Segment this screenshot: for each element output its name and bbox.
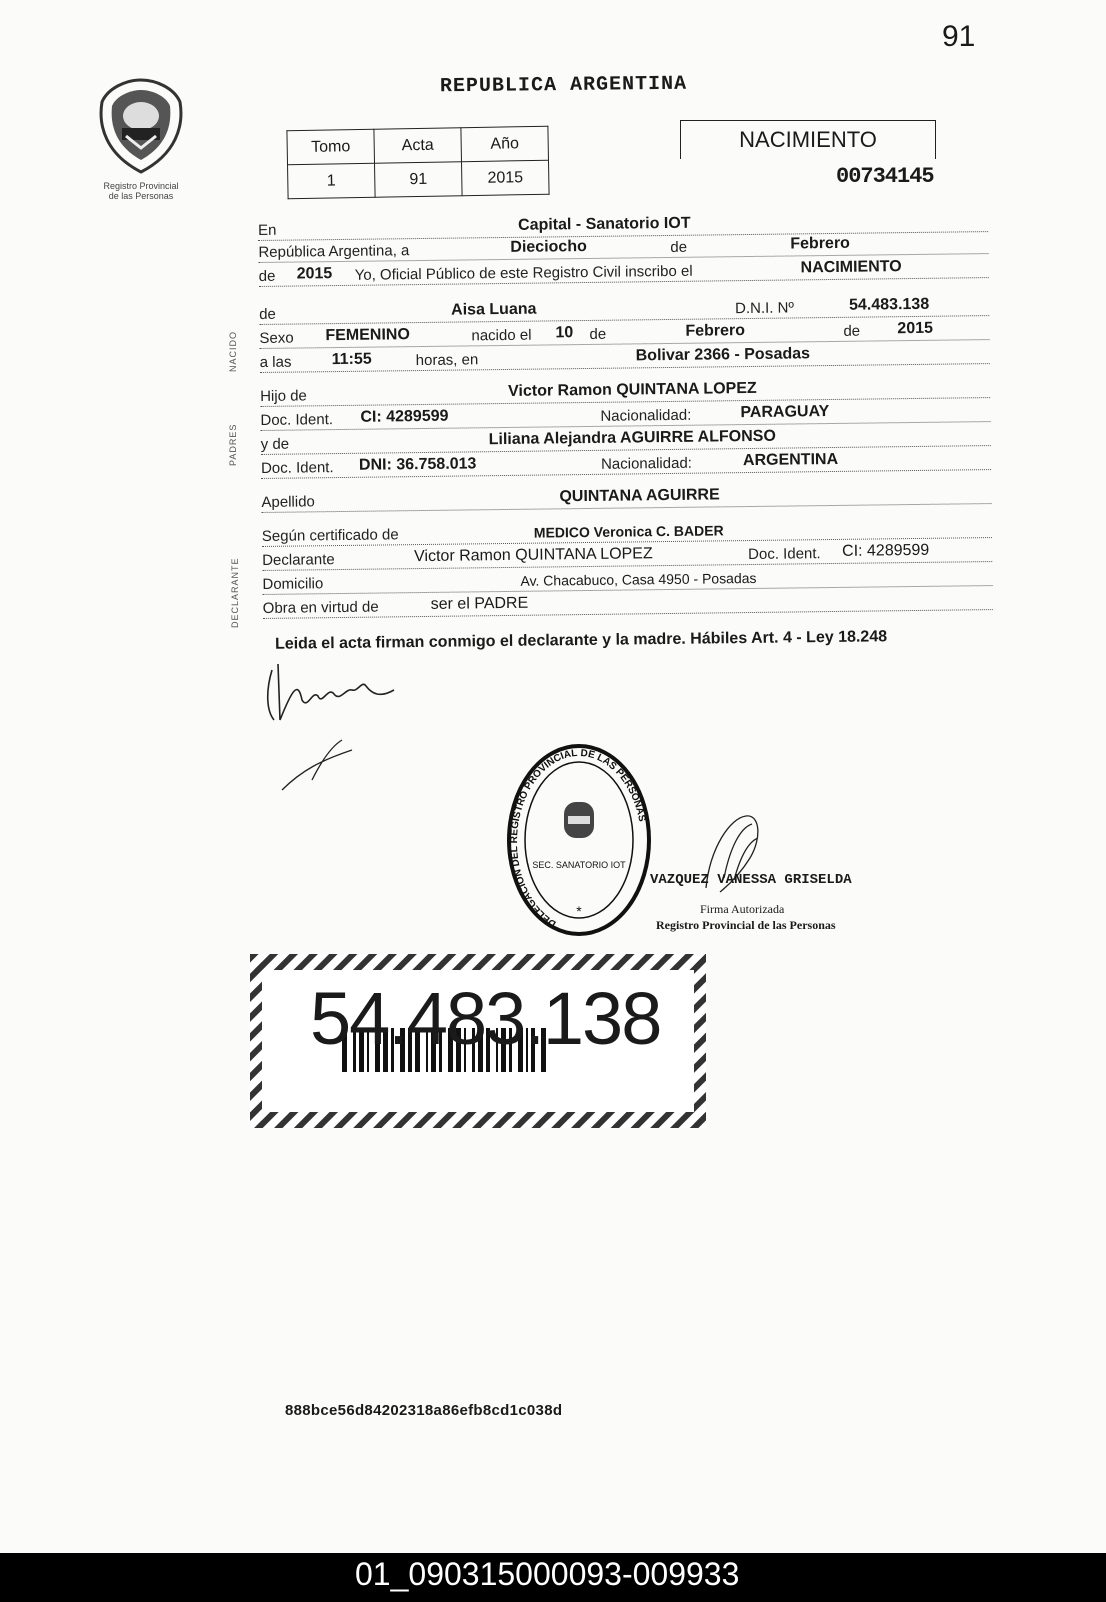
child-dni: 54.483.138 (847, 296, 931, 315)
domicilio-label: Domicilio (262, 575, 326, 593)
doc-ident-label: Doc. Ident. (260, 411, 336, 429)
side-label-padres: PADRES (228, 423, 238, 466)
birth-time: 11:55 (330, 351, 374, 370)
registry-stamp (504, 740, 654, 940)
svg-text:*: * (576, 903, 582, 919)
apellido-label: Apellido (261, 493, 318, 511)
anio-label: Año (461, 126, 549, 162)
registration-day: Dieciocho (508, 238, 589, 257)
agency-line-1: Registro Provincial (103, 181, 179, 191)
declarante-label: Declarante (262, 551, 338, 569)
father-nationality: PARAGUAY (738, 403, 831, 422)
country-title: REPUBLICA ARGENTINA (439, 72, 688, 99)
mother-nationality: ARGENTINA (741, 451, 840, 470)
horas-label: horas, en (416, 351, 482, 369)
birth-day: 10 (553, 324, 575, 342)
registration-year: 2015 (295, 265, 335, 283)
en-label: En (258, 222, 280, 239)
acta-value: 91 (375, 162, 463, 198)
segun-label: Según certificado de (262, 526, 402, 545)
tomo-value: 1 (288, 163, 376, 199)
closing-statement: Leida el acta firman conmigo el declarante y la madre. Hábiles Art. 4 - Ley 18.248 (274, 628, 888, 653)
stamp-ring-text: DELEGACION DEL REGISTRO PROVINCIAL DE LAS PERSONAS (509, 747, 648, 930)
medical-certificate: MEDICO Veronica C. BADER (533, 522, 724, 541)
doc-ident-3-label: Doc. Ident. (748, 545, 824, 563)
side-label-nacido: NACIDO (228, 330, 238, 372)
child-surname: QUINTANA AGUIRRE (557, 486, 722, 506)
declarante-relation: ser el PADRE (429, 595, 531, 614)
yde-label: y de (261, 436, 293, 453)
birth-place: Bolivar 2366 - Posadas (634, 345, 813, 365)
alas-label: a las (260, 354, 295, 371)
document-hash: 888bce56d84202318a86efb8cd1c038d (285, 1402, 563, 1419)
father-doc: CI: 4289599 (358, 408, 450, 427)
father-name: Victor Ramon QUINTANA LOPEZ (506, 380, 759, 401)
de5-label: de (843, 323, 863, 340)
child-name: Aisa Luana (449, 301, 539, 320)
republica-label: República Argentina, a (258, 242, 412, 261)
footer-code: 01_090315000093-009933 (355, 1556, 740, 1592)
sexo-label: Sexo (259, 330, 296, 347)
agency-line-2: de las Personas (108, 191, 174, 201)
hijo-label: Hijo de (260, 387, 310, 405)
birth-record-form (258, 211, 988, 617)
svg-text:DELEGACION DEL REGISTRO PROVIN (509, 748, 647, 929)
registration-month: Febrero (788, 235, 852, 254)
obra-label: Obra en virtud de (263, 599, 382, 617)
de3-label: de (259, 306, 279, 323)
anio-value: 2015 (461, 160, 549, 196)
act-type: NACIMIENTO (680, 120, 936, 159)
page-number: 91 (942, 20, 976, 53)
official-name: VAZQUEZ VANESSA GRISELDA (650, 872, 852, 888)
de2-label: de (259, 268, 279, 285)
oficial-text: Yo, Oficial Público de este Registro Civil inscribo el (355, 263, 696, 284)
nacionalidad-2-label: Nacionalidad: (601, 455, 695, 473)
mother-doc: DNI: 36.758.013 (357, 455, 479, 474)
nacido-label: nacido el (471, 327, 534, 345)
certificate-number: 00734145 (836, 164, 934, 189)
provincial-emblem (88, 76, 194, 206)
side-label-declarante: DECLARANTE (230, 557, 240, 628)
nacionalidad-label: Nacionalidad: (600, 407, 694, 425)
official-role: Firma Autorizada (700, 902, 785, 916)
doc-ident-2-label: Doc. Ident. (261, 459, 337, 477)
reference-table (286, 126, 549, 200)
declarant-signature-icon (262, 650, 422, 810)
dni-label: D.N.I. Nº (735, 299, 797, 317)
de4-label: de (589, 326, 609, 343)
declarante-address: Av. Chacabuco, Casa 4950 - Posadas (520, 569, 757, 589)
declarante-doc: CI: 4289599 (840, 542, 931, 561)
stamp-inner-text: SEC. SANATORIO IOT (532, 860, 626, 870)
acta-label: Acta (374, 128, 462, 164)
child-sex: FEMENINO (323, 326, 412, 345)
barcode-dni-number: 54.483.138 (310, 977, 661, 1060)
act-value: NACIMIENTO (799, 258, 904, 277)
official-agency: Registro Provincial de las Personas (656, 918, 836, 932)
form-line-surname (261, 483, 991, 513)
emblem-shield-icon (96, 76, 186, 176)
birth-month: Febrero (683, 322, 747, 341)
mother-name: Liliana Alejandra AGUIRRE ALFONSO (487, 428, 778, 450)
de-label: de (670, 239, 690, 256)
tomo-label: Tomo (287, 129, 375, 165)
place-of-registration: Capital - Sanatorio IOT (516, 215, 693, 235)
birth-year: 2015 (895, 320, 935, 338)
declarante-name: Victor Ramon QUINTANA LOPEZ (412, 545, 655, 566)
